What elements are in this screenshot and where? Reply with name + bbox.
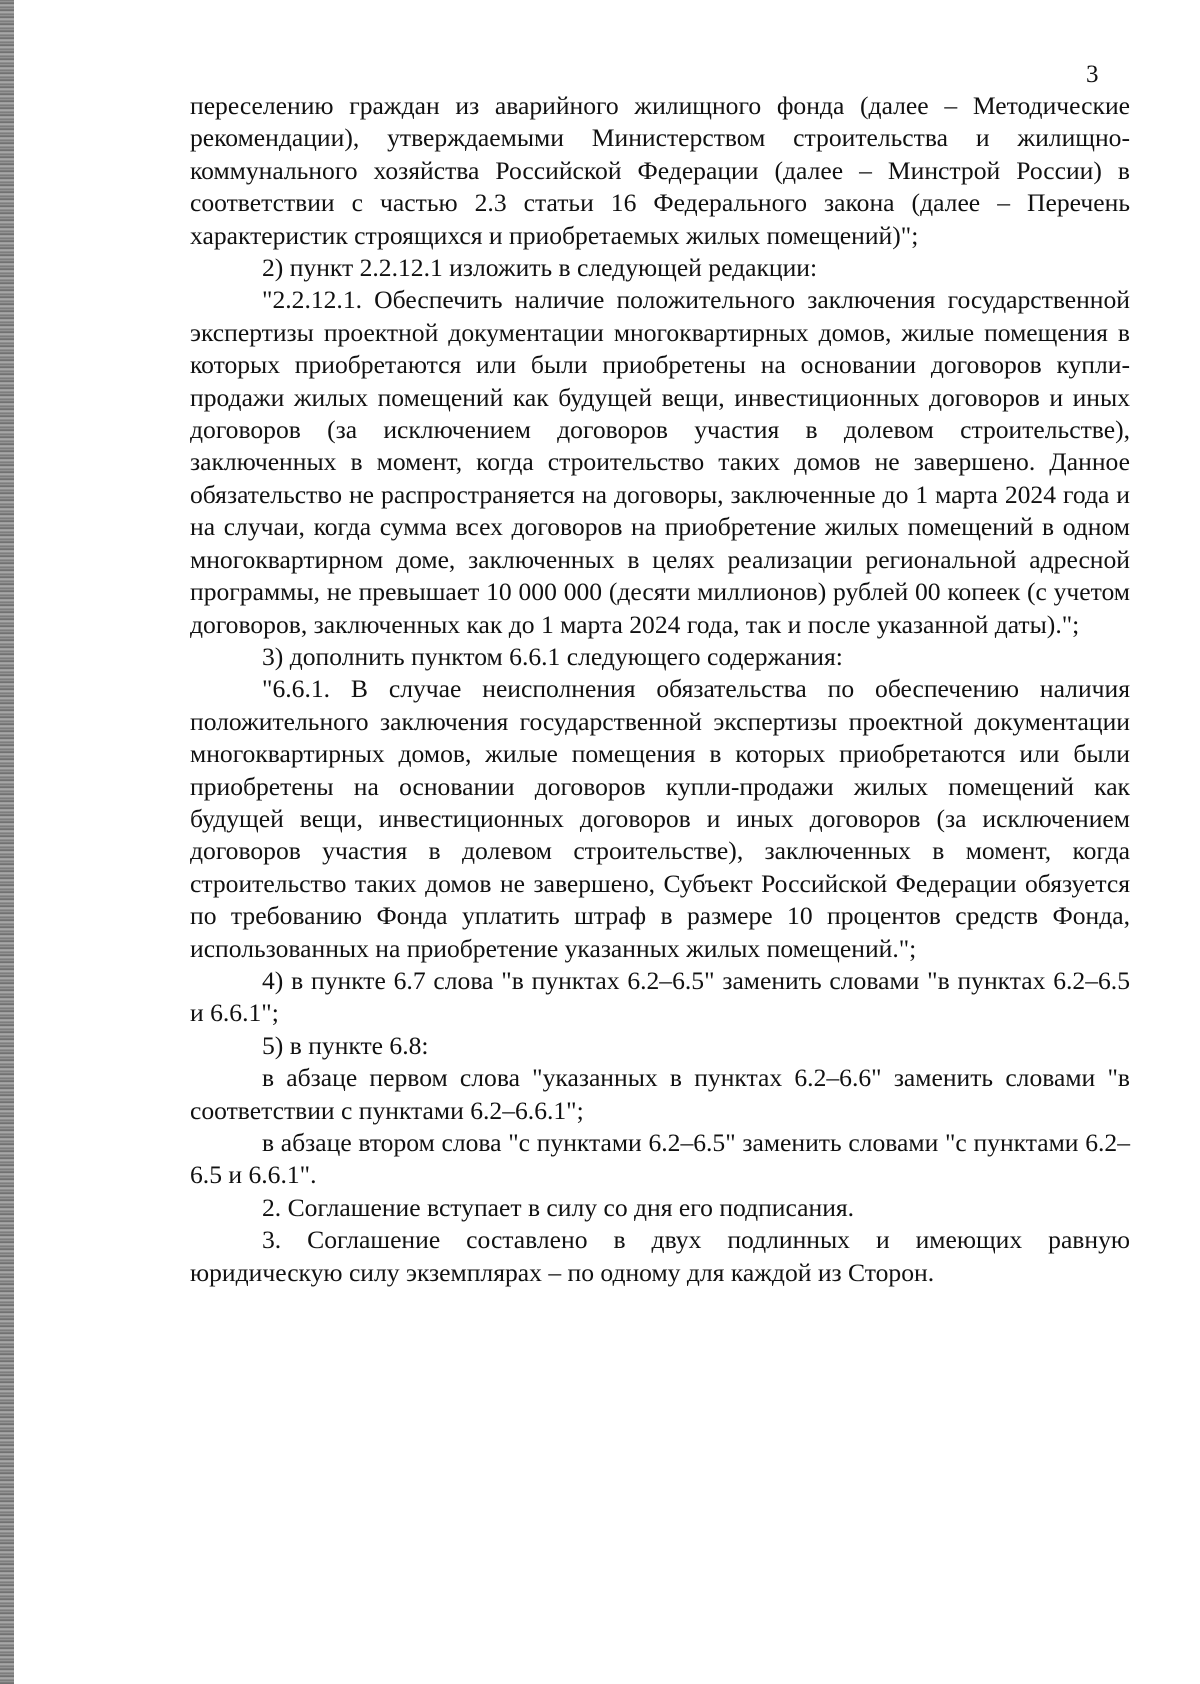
paragraph-item-4: 4) в пункте 6.7 слова "в пунктах 6.2–6.5" заменить словами "в пунктах 6.2–6.5 и 6.6.1";	[190, 965, 1130, 1028]
paragraph-clause-2-2-12-1: "2.2.12.1. Обеспечить наличие положительного заключения государственной экспертизы проектной документации многоквартирных домов, жилые помещения в которых приобретаются или были приобретены на основании договоров купли-продажи жилых помещений как будущей вещи, инвестиционных договоров и иных договоров (за исключением договоров участия в долевом строительстве), заключенных в момент, когда строительство таких домов не завершено. Данное обязательство не распространяется на договоры, заключенные до 1 марта 2024 года и на случаи, когда сумма всех договоров на приобретение жилых помещений в одном многоквартирном доме, заключенных в целях реализации региональной адресной программы, не превышает 10 000 000 (десяти миллионов) рублей 00 копеек (с учетом договоров, заключенных как до 1 марта 2024 года, так и после указанной даты).";	[190, 285, 1130, 639]
paragraph-item-5-first-abzac: в абзаце первом слова "указанных в пунктах 6.2–6.6" заменить словами "в соответствии с пунктами 6.2–6.6.1";	[190, 1063, 1130, 1125]
paragraph-item-2: 2) пункт 2.2.12.1 изложить в следующей редакции:	[262, 253, 818, 283]
document-body	[190, 90, 1130, 1289]
paragraph-clause-6-6-1: "6.6.1. В случае неисполнения обязательства по обеспечению наличия положительного заключения государственной экспертизы проектной документации многоквартирных домов, жилые помещения в которых приобретаются или были приобретены на основании договоров купли-продажи жилых помещений как будущей вещи, инвестиционных договоров и иных договоров (за исключением договоров участия в долевом строительстве), заключенных в момент, когда строительство таких домов не завершено, Субъект Российской Федерации обязуется по требованию Фонда уплатить штраф в размере 10 процентов средств Фонда, использованных на приобретение указанных жилых помещений.";	[190, 674, 1130, 963]
paragraph-item-5: 5) в пункте 6.8:	[262, 1030, 429, 1060]
paragraph-section-3: 3. Соглашение составлено в двух подлинных и имеющих равную юридическую силу экземплярах – по одному для каждой из Сторон.	[190, 1225, 1130, 1287]
paragraph-item-3: 3) дополнить пунктом 6.6.1 следующего содержания:	[262, 641, 843, 671]
page-number: 3	[1086, 61, 1099, 88]
paragraph-section-2: 2. Соглашение вступает в силу со дня его подписания.	[262, 1192, 855, 1222]
scan-edge	[0, 0, 14, 1684]
paragraph-continuation: переселению граждан из аварийного жилищного фонда (далее – Методические рекомендации), утверждаемыми Министерством строительства и жилищно-коммунального хозяйства Российской Федерации (далее – Минстрой России) в соответствии с частью 2.3 статьи 16 Федерального закона (далее – Перечень характеристик строящихся и приобретаемых жилых помещений)";	[190, 91, 1130, 250]
paragraph-item-5-second-abzac: в абзаце втором слова "с пунктами 6.2–6.5" заменить словами "с пунктами 6.2–6.5 и 6.6.1".	[190, 1128, 1130, 1190]
